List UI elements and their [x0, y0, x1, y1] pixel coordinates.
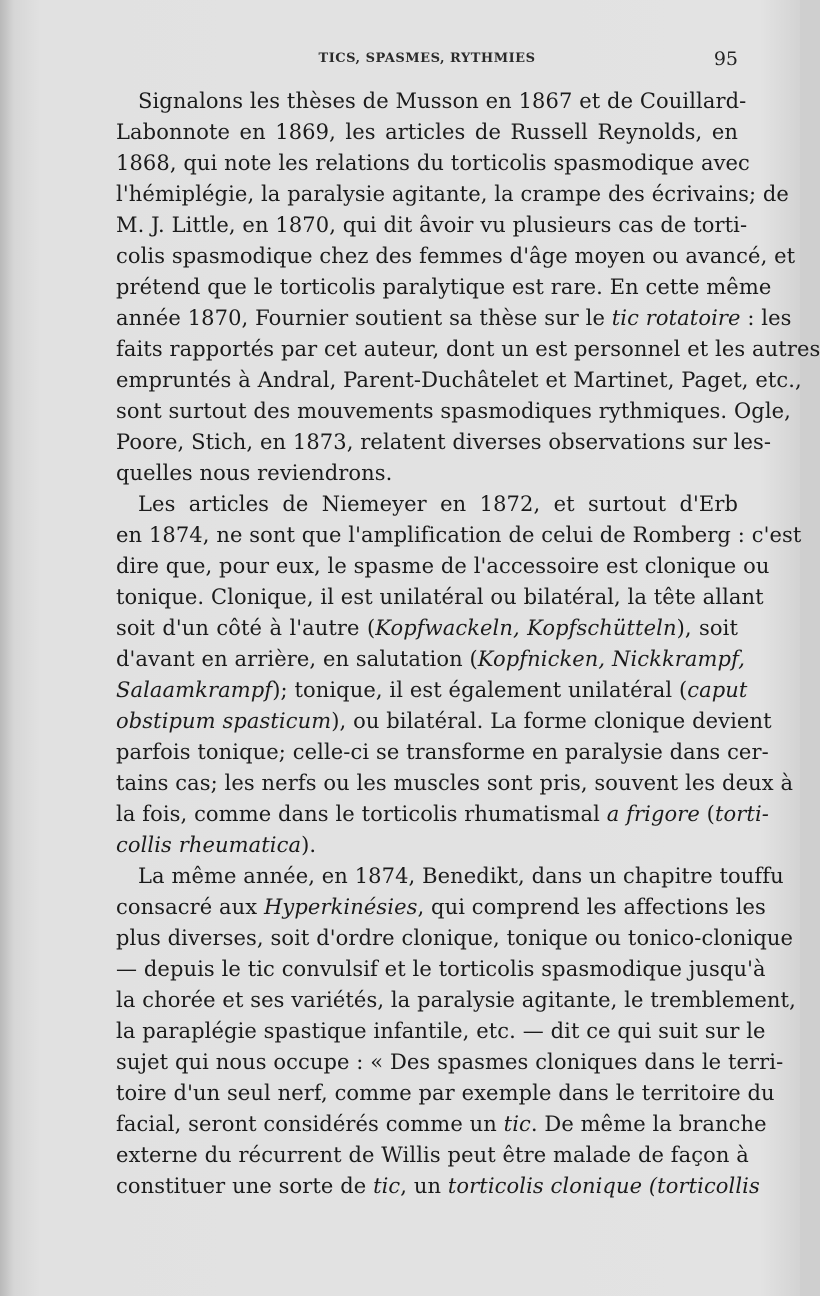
- text-line: colis spasmodique chez des femmes d'âge moyen ou avancé, et: [116, 244, 796, 268]
- text-line: empruntés à Andral, Parent-Duchâtelet et Martinet, Paget, etc.,: [116, 368, 802, 392]
- text-line: la fois, comme dans le torticolis rhumatismal a frigore (torti-: [116, 802, 769, 826]
- italic-term: Hyperkinésies: [264, 895, 418, 919]
- text-line: facial, seront considérés comme un tic. De même la branche: [116, 1112, 767, 1136]
- text-line: M. J. Little, en 1870, qui dit âvoir vu plusieurs cas de torti-: [116, 213, 748, 237]
- text-line: externe du récurrent de Willis peut être malade de façon à: [116, 1143, 749, 1167]
- running-title: TICS, SPASMES, RYTHMIES: [318, 51, 536, 66]
- text-line: Signalons les thèses de Musson en 1867 et de Couillard-: [138, 89, 747, 113]
- text-line: prétend que le torticolis paralytique est rare. En cette même: [116, 275, 772, 299]
- text-line: soit d'un côté à l'autre (Kopfwackeln, Kopfschütteln), soit: [116, 616, 738, 640]
- text-line: d'avant en arrière, en salutation (Kopfnicken, Nickkrampf,: [116, 647, 745, 671]
- text-line: toire d'un seul nerf, comme par exemple dans le territoire du: [116, 1081, 775, 1105]
- text-line: La même année, en 1874, Benedikt, dans un chapitre touffu: [138, 864, 784, 888]
- italic-term: Kopfwackeln, Kopfschütteln: [375, 616, 677, 640]
- page-number: 95: [713, 48, 738, 70]
- page-header: [116, 48, 738, 74]
- text-line: dire que, pour eux, le spasme de l'accessoire est clonique ou: [116, 554, 770, 578]
- italic-term: tic: [373, 1174, 401, 1198]
- text-line: quelles nous reviendrons.: [116, 461, 393, 485]
- text-line: constituer une sorte de tic, un torticolis clonique (torticollis: [116, 1174, 760, 1198]
- italic-term: a frigore: [606, 802, 700, 826]
- text-line: la paraplégie spastique infantile, etc. — dit ce qui suit sur le: [116, 1019, 766, 1043]
- italic-term: collis rheumatica: [116, 833, 302, 857]
- text-line: tains cas; les nerfs ou les muscles sont pris, souvent les deux à: [116, 771, 794, 795]
- body-text: [116, 86, 820, 1202]
- italic-term: tic rotatoire: [611, 306, 741, 330]
- text-line: Poore, Stich, en 1873, relatent diverses observations sur les-: [116, 430, 772, 454]
- text-line: Salaamkrampf); tonique, il est également unilatéral (caput: [116, 678, 748, 702]
- text-line: en 1874, ne sont que l'amplification de celui de Romberg : c'est: [116, 523, 802, 547]
- text-line: collis rheumatica).: [116, 833, 317, 857]
- text-line: consacré aux Hyperkinésies, qui comprend les affections les: [116, 895, 766, 919]
- text-line: Les articles de Niemeyer en 1872, et surtout d'Erb: [138, 492, 738, 516]
- text-line: tonique. Clonique, il est unilatéral ou bilatéral, la tête allant: [116, 585, 764, 609]
- text-line: 1868, qui note les relations du torticolis spasmodique avec: [116, 151, 750, 175]
- text-line: sujet qui nous occupe : « Des spasmes cloniques dans le terri-: [116, 1050, 784, 1074]
- italic-term: torti-: [714, 802, 769, 826]
- text-line: l'hémiplégie, la paralysie agitante, la crampe des écrivains; de: [116, 182, 789, 206]
- italic-term: Kopfnicken, Nickkrampf,: [477, 647, 745, 671]
- italic-term: caput: [687, 678, 748, 702]
- italic-term: Salaamkrampf: [116, 678, 273, 702]
- text-line: plus diverses, soit d'ordre clonique, tonique ou tonico-clonique: [116, 926, 794, 950]
- text-line: obstipum spasticum), ou bilatéral. La forme clonique devient: [116, 709, 772, 733]
- text-line: la chorée et ses variétés, la paralysie agitante, le tremblement,: [116, 988, 796, 1012]
- text-line: parfois tonique; celle-ci se transforme en paralysie dans cer-: [116, 740, 769, 764]
- text-line: — depuis le tic convulsif et le torticolis spasmodique jusqu'à: [116, 957, 766, 981]
- text-line: sont surtout des mouvements spasmodiques rythmiques. Ogle,: [116, 399, 791, 423]
- italic-term: obstipum spasticum: [116, 709, 332, 733]
- text-line: faits rapportés par cet auteur, dont un est personnel et les autres: [116, 337, 820, 361]
- text-line: année 1870, Fournier soutient sa thèse sur le tic rotatoire : les: [116, 306, 792, 330]
- text-line: Labonnote en 1869, les articles de Russell Reynolds, en: [116, 120, 738, 144]
- italic-term: torticolis clonique (torticollis: [447, 1174, 760, 1198]
- italic-term: tic: [503, 1112, 531, 1136]
